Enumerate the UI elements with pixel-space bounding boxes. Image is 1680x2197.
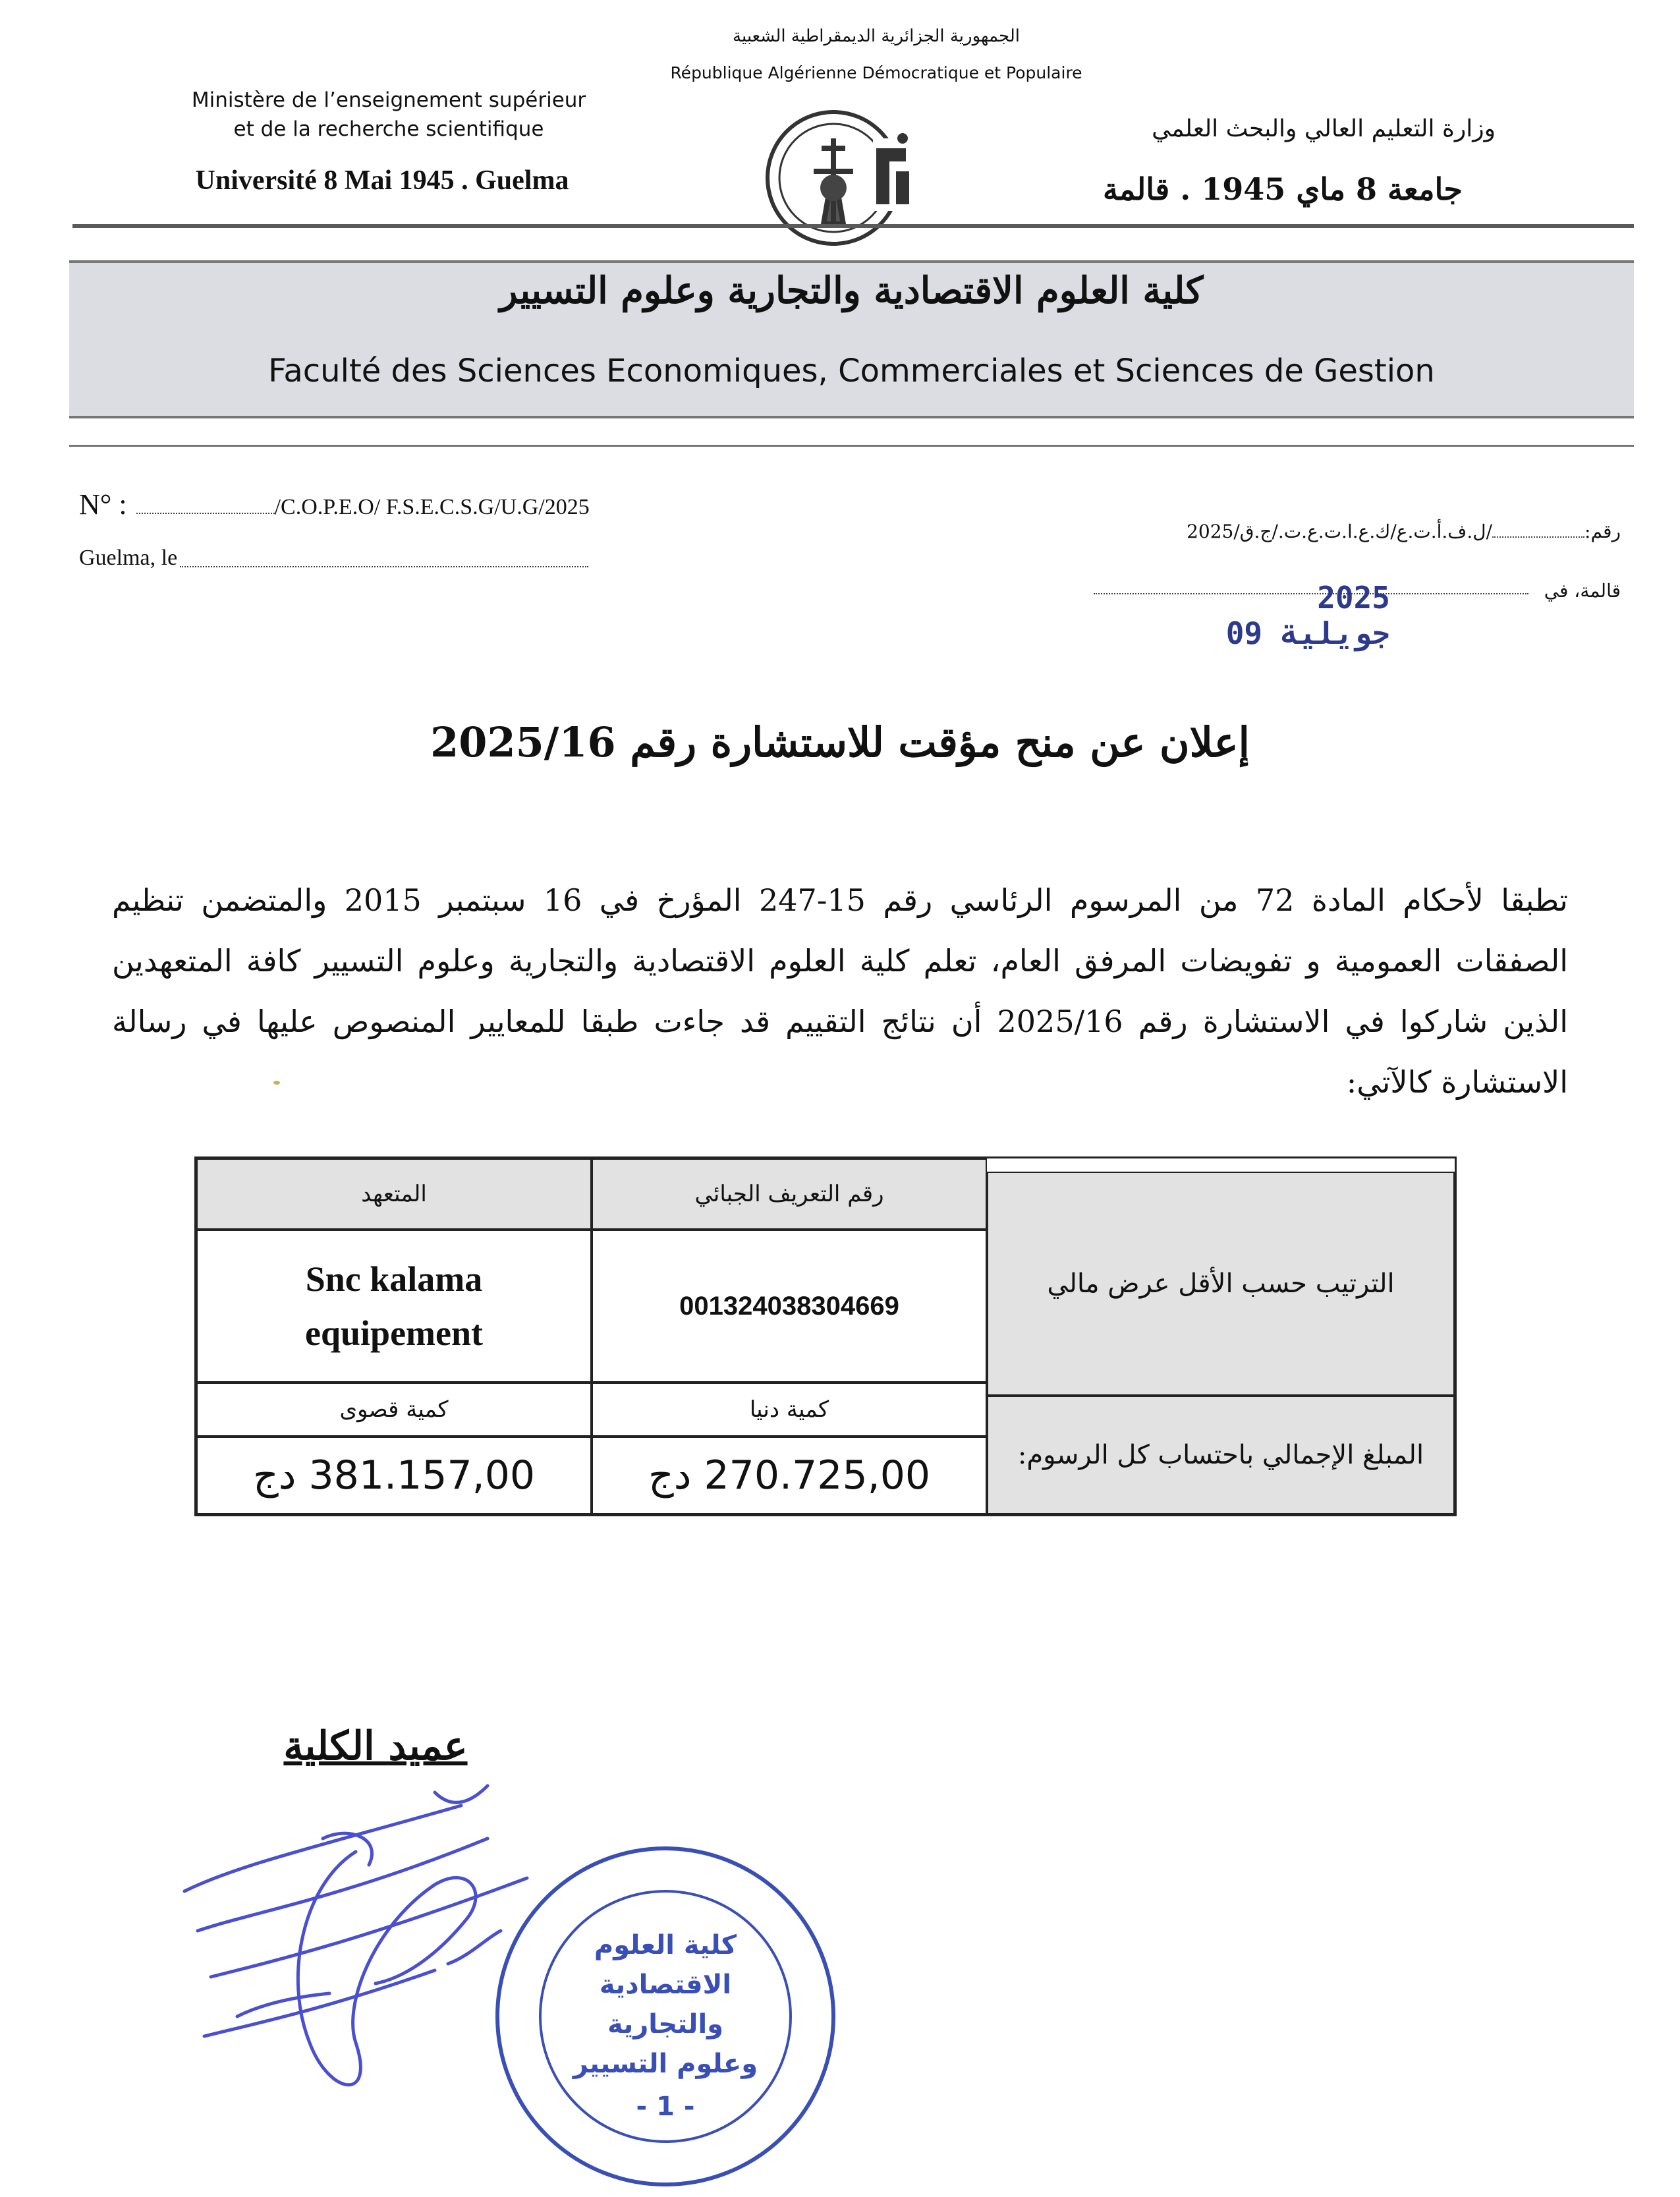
guelma-label: Guelma, le bbox=[79, 546, 178, 570]
amount-max: 381.157,00 دج bbox=[196, 1437, 592, 1514]
republic-fr: République Algérienne Démocratique et Populaire bbox=[670, 63, 1082, 82]
guelma-date-fr bbox=[79, 546, 606, 571]
svg-text:- 1 -: - 1 - bbox=[636, 2092, 695, 2122]
bidder-tax-id: 001324038304669 bbox=[592, 1230, 987, 1383]
header-bidder: المتعهد bbox=[196, 1158, 592, 1230]
ar-date-label: قالمة، في bbox=[1544, 580, 1621, 602]
ar-number-suffix: /ل.ف.أ.ت.ع/ك.ع.ا.ت.ع.ت./ج.ق/2025 bbox=[1187, 521, 1493, 542]
ministry-fr-line1: Ministère de l’enseignement supérieur bbox=[191, 88, 586, 112]
official-stamp-icon bbox=[488, 1839, 843, 2194]
reference-no-suffix: /C.O.P.E.O/ F.S.E.C.S.G/U.G/2025 bbox=[274, 495, 590, 519]
ministry-fr-line2: et de la recherche scientifique bbox=[233, 117, 544, 141]
faculty-ar: كلية العلوم الاقتصادية والتجارية وعلوم التسيير bbox=[499, 269, 1204, 312]
svg-text:الاقتصادية: الاقتصادية bbox=[599, 1970, 732, 2000]
faculty-fr: Faculté des Sciences Economiques, Commerciales et Sciences de Gestion bbox=[268, 353, 1435, 389]
ministry-fr bbox=[165, 86, 613, 144]
header-tax-id: رقم التعريف الجبائي bbox=[592, 1158, 987, 1230]
ranking-label: الترتيب حسب الأقل عرض مالي bbox=[987, 1172, 1455, 1396]
dotted-line bbox=[136, 513, 275, 514]
svg-text:وعلوم التسيير: وعلوم التسيير bbox=[573, 2049, 758, 2079]
reference-number-fr bbox=[79, 488, 672, 521]
bidder-name: Snc kalama equipement bbox=[196, 1230, 592, 1383]
amount-min: 270.725,00 دج bbox=[592, 1437, 987, 1514]
header-max-quantity: كمية قصوى bbox=[196, 1383, 592, 1437]
svg-text:كلية العلوم: كلية العلوم bbox=[594, 1930, 737, 1960]
ar-number-label: رقم: bbox=[1584, 521, 1621, 542]
announcement-title: إعلان عن منح مؤقت للاستشارة رقم 2025/16 bbox=[430, 718, 1250, 766]
header-rule bbox=[72, 224, 1634, 228]
university-fr: Université 8 Mai 1945 . Guelma bbox=[195, 165, 569, 196]
svg-text:والتجارية: والتجارية bbox=[607, 2009, 724, 2040]
university-logo-icon bbox=[761, 99, 919, 257]
band-rule bbox=[69, 445, 1634, 447]
republic-ar: الجمهورية الجزائرية الديمقراطية الشعبية bbox=[733, 26, 1020, 46]
stamped-date: 2025 جويلية 09 bbox=[1225, 580, 1390, 651]
results-table bbox=[194, 1156, 1457, 1516]
ministry-ar: وزارة التعليم العالي والبحث العلمي bbox=[1152, 115, 1496, 142]
reference-number-ar bbox=[1094, 521, 1621, 542]
dotted-line bbox=[1492, 536, 1584, 538]
dotted-line bbox=[180, 566, 588, 567]
announcement-body: تطبقا لأحكام المادة 72 من المرسوم الرئاسي رقم 15-247 المؤرخ في 16 سبتمبر 2015 والمتضمن تنظيم الصفقات العمومية و تفويضات المرفق العام، تعلم كلية العلوم الاقتصادية والتجارية وعلوم التسيير كافة المتعهدين الذين شاركوا في الاستشارة رقم 2025/16 أن نتائج التقييم قد جاءت طبقا للمعايير المنصوص عليها في رسالة الاستشارة كالآتي: bbox=[112, 882, 1568, 1100]
university-ar: جامعة 8 ماي 1945 . قالمة bbox=[1102, 171, 1463, 207]
total-label: المبلغ الإجمالي باحتساب كل الرسوم: bbox=[987, 1396, 1455, 1514]
reference-no-label: N° : bbox=[79, 488, 127, 521]
dean-title: عميد الكلية bbox=[283, 1723, 468, 1769]
header-min-quantity: كمية دنيا bbox=[592, 1383, 987, 1437]
